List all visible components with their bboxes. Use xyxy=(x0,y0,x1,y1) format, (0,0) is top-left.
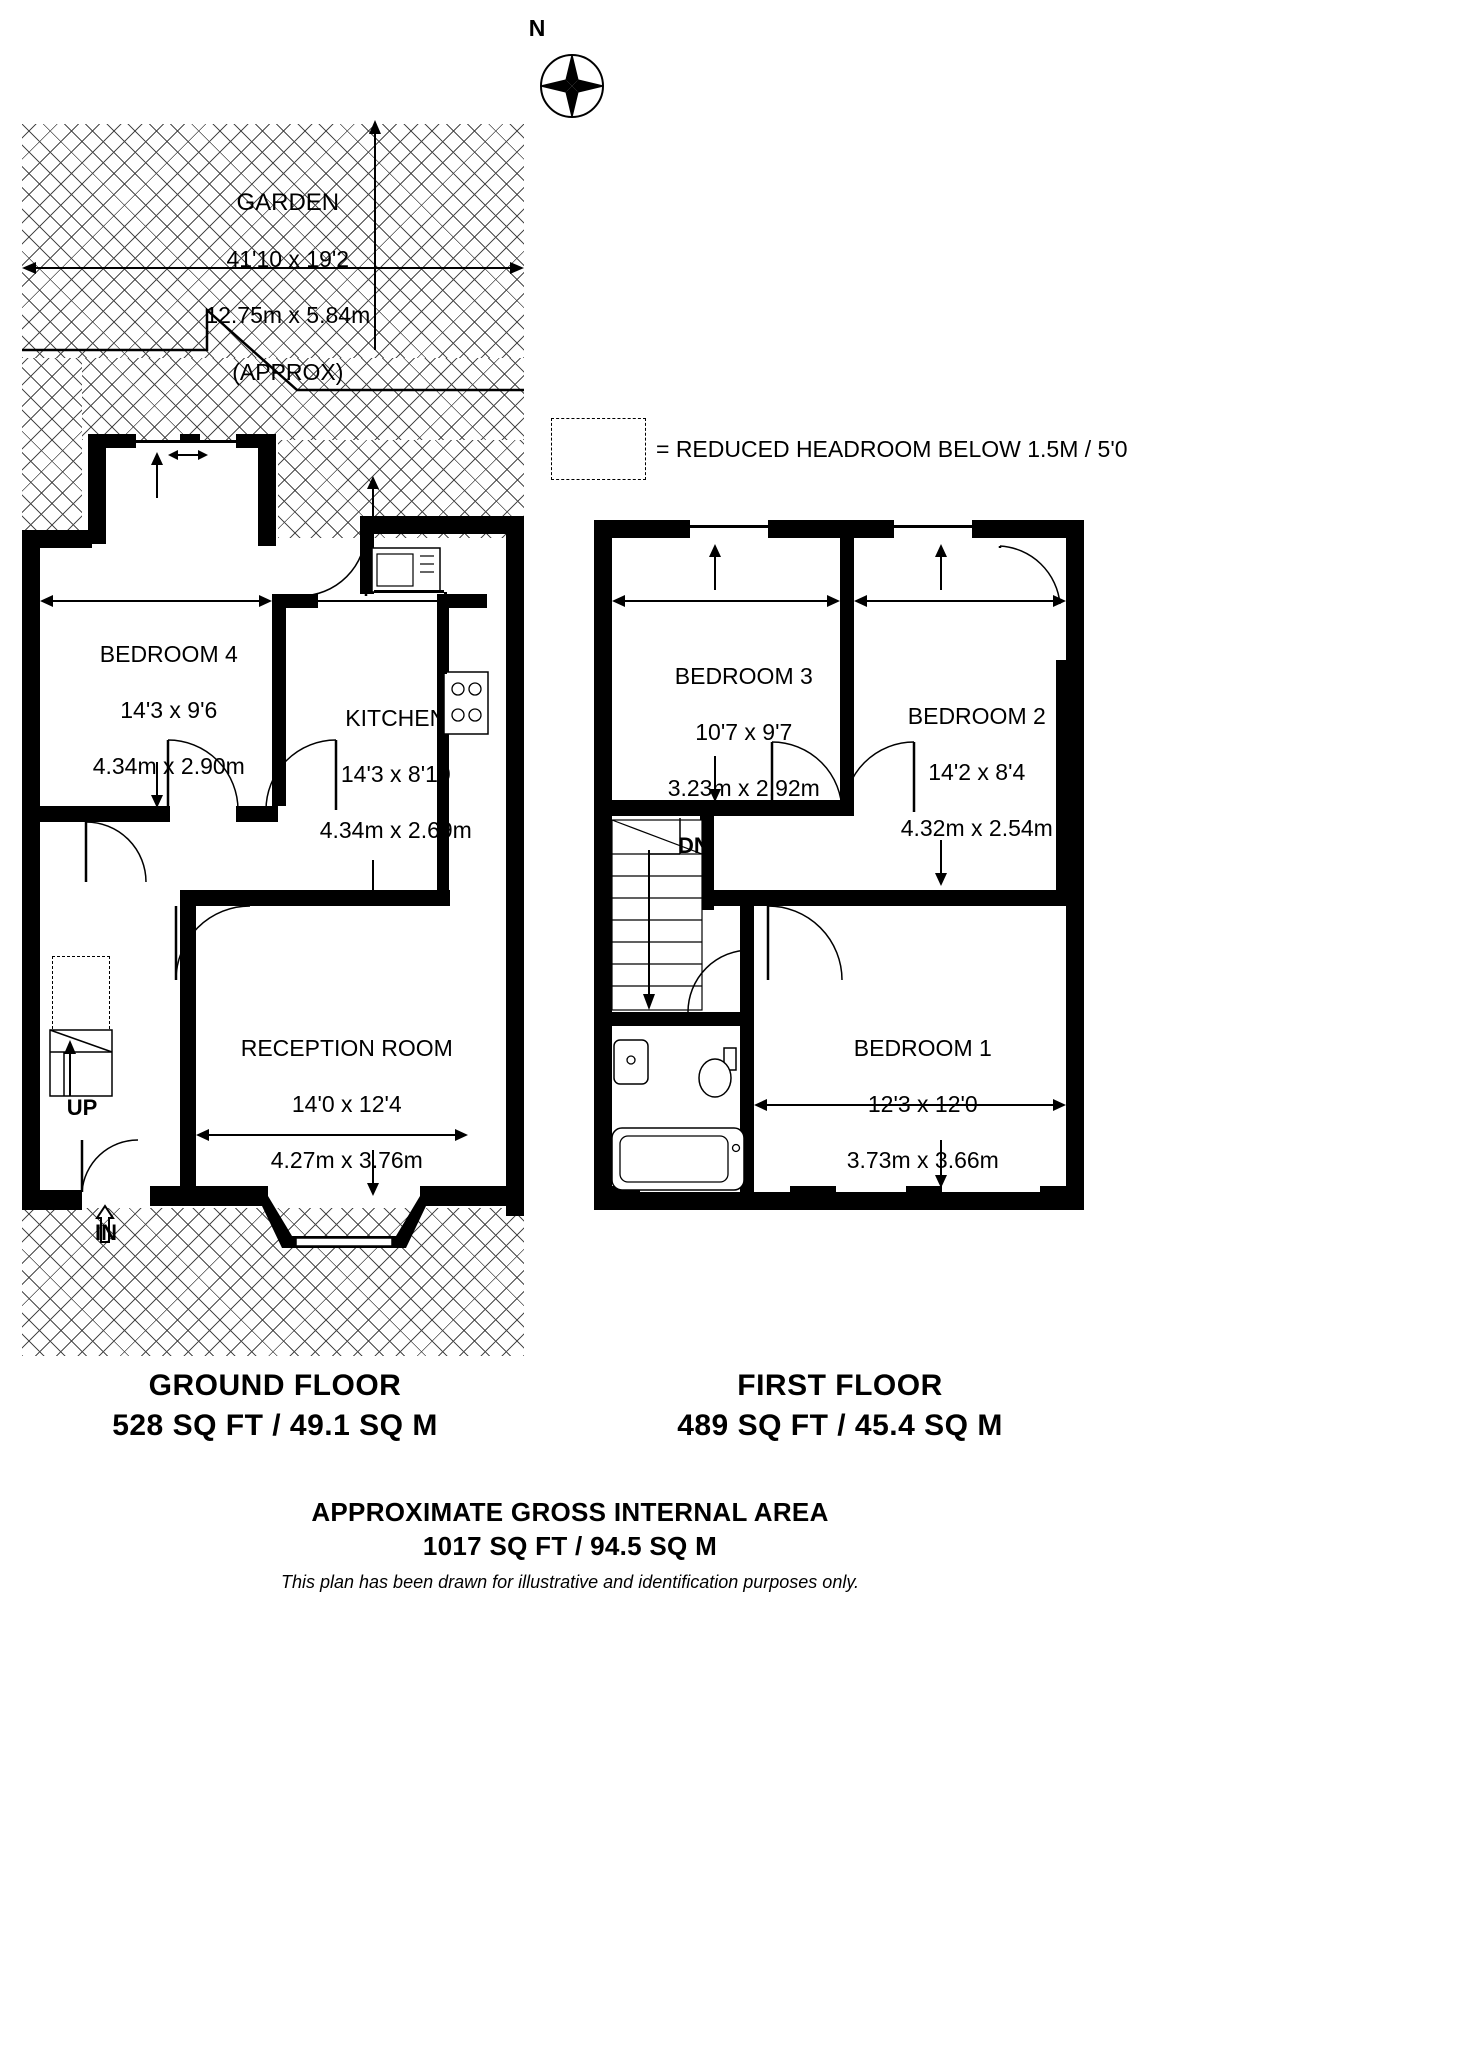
gf-kitchen-width-arrow xyxy=(286,592,486,610)
bedroom2-label xyxy=(858,674,1070,870)
kitchen-sink-icon xyxy=(372,548,440,592)
kitchen-dim-imperial: 14'3 x 8'10 xyxy=(340,761,451,788)
ff-wall-bathroom-top xyxy=(612,1012,748,1026)
ff-dn-label: DN xyxy=(678,833,710,858)
bedroom2-dim-imperial: 14'2 x 8'4 xyxy=(928,759,1026,786)
first-floor-area: 489 SQ FT / 45.4 SQ M xyxy=(677,1409,1003,1442)
bedroom3-dim-imperial: 10'7 x 9'7 xyxy=(695,719,793,746)
gf-bed4-height-arrow-top xyxy=(148,452,166,498)
ground-floor-title: GROUND FLOOR xyxy=(148,1369,402,1402)
gf-wall-kitchen-top xyxy=(360,516,524,534)
gf-wall-bed4-top-right xyxy=(258,434,276,546)
bedroom1-dim-metric: 3.73m x 3.66m xyxy=(846,1147,999,1174)
reception-dim-metric: 4.27m x 3.76m xyxy=(270,1147,423,1174)
first-floor-title: FIRST FLOOR xyxy=(737,1369,943,1402)
gf-bed4-window-sill xyxy=(180,434,200,442)
gf-wall-bed4-top-left xyxy=(88,434,106,544)
bedroom2-dim-metric: 4.32m x 2.54m xyxy=(900,815,1053,842)
bedroom3-label xyxy=(625,634,837,830)
reception-name: RECEPTION ROOM xyxy=(240,1035,453,1062)
legend-box xyxy=(551,418,646,480)
legend-label: = REDUCED HEADROOM BELOW 1.5M / 5'0 xyxy=(656,436,1128,462)
gf-stairs-up xyxy=(50,1030,112,1096)
bathroom-basin-icon xyxy=(614,1040,648,1084)
garden-approx-note: (APPROX) xyxy=(232,358,344,385)
gf-wall-top-left xyxy=(22,530,92,548)
gf-wall-reception-top xyxy=(180,890,450,906)
gf-wall-bottom-left xyxy=(22,1190,82,1210)
gf-door-hall-left xyxy=(86,822,146,882)
bedroom4-dim-metric: 4.34m x 2.90m xyxy=(92,753,245,780)
ground-floor-area: 528 SQ FT / 49.1 SQ M xyxy=(112,1409,438,1442)
garden-name: GARDEN xyxy=(236,189,340,217)
gf-door-kitchen-garden xyxy=(300,530,366,596)
ff-bed3-width-arrow xyxy=(612,592,840,610)
ff-bed2-height-arrow-top xyxy=(932,544,950,590)
ff-window-top-left xyxy=(690,525,768,528)
gf-kitchen-height-arrow-top xyxy=(364,476,382,520)
ff-bed3-height-arrow-top xyxy=(706,544,724,590)
gross-area-value: 1017 SQ FT / 94.5 SQ M xyxy=(422,1531,718,1561)
bedroom1-dim-imperial: 12'3 x 12'0 xyxy=(867,1091,978,1118)
ff-window-bottom-left xyxy=(640,1193,790,1196)
garden-dim-imperial: 41'10 x 19'2 xyxy=(226,246,350,273)
gf-wall-left-upper xyxy=(22,530,40,820)
ff-bed2-width-arrow xyxy=(854,592,1066,610)
ff-window-top-right xyxy=(894,525,972,528)
ff-wall-right-lower xyxy=(1066,890,1084,1210)
gf-reduced-headroom-box xyxy=(52,956,110,1034)
reception-label xyxy=(204,1006,464,1202)
gf-door-front xyxy=(82,1140,146,1192)
gf-in-label: IN xyxy=(95,1220,117,1245)
gf-wall-left-lower xyxy=(22,820,40,1210)
bathroom-bath-icon xyxy=(612,1128,744,1190)
gf-up-arrow xyxy=(62,1040,78,1096)
bathroom-toilet-icon xyxy=(698,1044,738,1100)
gross-area-title: APPROXIMATE GROSS INTERNAL AREA xyxy=(311,1497,829,1527)
ff-wall-right-upper xyxy=(1066,520,1084,670)
garden-dim-metric: 12.75m x 5.84m xyxy=(205,302,371,329)
ff-wall-top-mid xyxy=(768,520,894,538)
gf-wall-bed4-top xyxy=(88,434,136,448)
gf-up-label: UP xyxy=(66,1095,98,1120)
reception-dim-imperial: 14'0 x 12'4 xyxy=(291,1091,402,1118)
gf-bed4-window-arrow xyxy=(168,448,208,462)
bedroom1-name: BEDROOM 1 xyxy=(853,1035,992,1062)
kitchen-label xyxy=(288,676,478,872)
bedroom4-dim-imperial: 14'3 x 9'6 xyxy=(120,697,218,724)
gf-wall-bed4-bottom xyxy=(40,806,170,822)
gf-wall-bed4-top-right2 xyxy=(236,434,276,448)
bedroom4-label xyxy=(50,612,262,808)
ff-door-bathroom xyxy=(688,950,750,1012)
ff-wall-bed1-top xyxy=(714,890,1068,906)
gf-bed4-width-arrow xyxy=(40,592,272,610)
bedroom1-label xyxy=(804,1006,1016,1202)
compass-north-label: N xyxy=(528,15,546,41)
bedroom4-name: BEDROOM 4 xyxy=(99,641,238,668)
ff-wall-bottom-block4 xyxy=(1040,1186,1084,1210)
gf-kitchen-window xyxy=(384,521,500,524)
gf-door-reception xyxy=(176,906,250,980)
kitchen-name: KITCHEN xyxy=(345,705,447,732)
bedroom3-name: BEDROOM 3 xyxy=(674,663,813,690)
garden-label xyxy=(100,160,450,414)
ff-wall-left xyxy=(594,520,612,1210)
gf-wall-right-upper xyxy=(506,516,524,1216)
kitchen-dim-metric: 4.34m x 2.69m xyxy=(319,817,472,844)
ff-door-bed1 xyxy=(768,906,842,980)
ff-dn-arrow xyxy=(640,850,658,1010)
bedroom3-dim-metric: 3.23m x 2.92m xyxy=(667,775,820,802)
bedroom2-name: BEDROOM 2 xyxy=(907,703,1046,730)
disclaimer-text: This plan has been drawn for illustrative and identification purposes only. xyxy=(281,1572,859,1592)
